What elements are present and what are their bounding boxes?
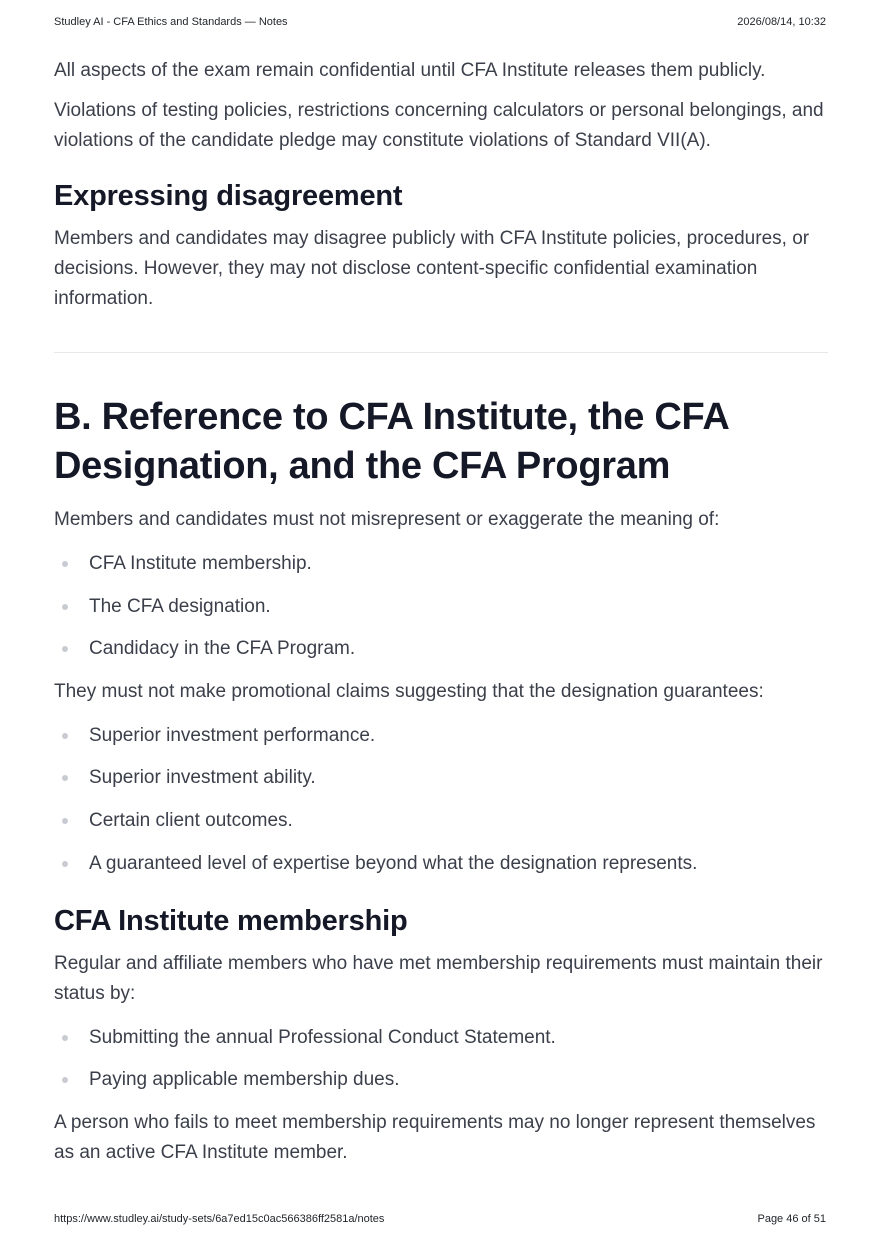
print-timestamp: 2026/08/14, 10:32 bbox=[737, 16, 826, 28]
page-number: Page 46 of 51 bbox=[757, 1213, 826, 1225]
bullet-icon bbox=[62, 1035, 68, 1041]
list-item: Superior investment performance. bbox=[54, 721, 828, 751]
list-item: The CFA designation. bbox=[54, 592, 828, 622]
list-item: Paying applicable membership dues. bbox=[54, 1065, 828, 1095]
list-misrepresent bbox=[54, 549, 828, 664]
list-membership-requirements bbox=[54, 1023, 828, 1096]
paragraph-membership-status: Regular and affiliate members who have met membership requirements must maintain their status by: bbox=[54, 952, 823, 1004]
paragraph-exam-confidential: All aspects of the exam remain confidential until CFA Institute releases them publicly. bbox=[54, 60, 766, 81]
print-footer bbox=[54, 1213, 826, 1225]
list-item: Candidacy in the CFA Program. bbox=[54, 634, 828, 664]
bullet-icon bbox=[62, 1077, 68, 1083]
bullet-icon bbox=[62, 604, 68, 610]
list-item: Certain client outcomes. bbox=[54, 806, 828, 836]
paragraph-testing-violations: Violations of testing policies, restrictions concerning calculators or personal belongings, and violations of the candidate pledge may constitute violations of Standard VII(A). bbox=[54, 100, 824, 151]
list-item: Superior investment ability. bbox=[54, 763, 828, 793]
list-item: Submitting the annual Professional Conduct Statement. bbox=[54, 1023, 828, 1053]
heading-cfa-membership: CFA Institute membership bbox=[54, 904, 408, 937]
list-item: CFA Institute membership. bbox=[54, 549, 828, 579]
print-header bbox=[54, 16, 826, 28]
section-divider bbox=[54, 352, 828, 353]
page-url: https://www.studley.ai/study-sets/6a7ed15c0ac566386ff2581a/notes bbox=[54, 1213, 385, 1225]
paragraph-disagreement: Members and candidates may disagree publicly with CFA Institute policies, procedures, or decisions. However, they may not disclose content-specific confidential examination information. bbox=[54, 228, 810, 309]
heading-expressing-disagreement: Expressing disagreement bbox=[54, 180, 403, 212]
paragraph-promotional-claims: They must not make promotional claims suggesting that the designation guarantees: bbox=[54, 680, 764, 702]
paragraph-misrepresent-intro: Members and candidates must not misrepresent or exaggerate the meaning of: bbox=[54, 509, 720, 530]
bullet-icon bbox=[62, 733, 68, 739]
bullet-icon bbox=[62, 646, 68, 652]
bullet-icon bbox=[62, 818, 68, 824]
paragraph-membership-failure: A person who fails to meet membership requirements may no longer represent themselves as an active CFA Institute member. bbox=[54, 1111, 816, 1163]
list-guarantees bbox=[54, 721, 828, 879]
list-item: A guaranteed level of expertise beyond what the designation represents. bbox=[54, 849, 828, 879]
section-b-title: B. Reference to CFA Institute, the CFA Designation, and the CFA Program bbox=[54, 396, 729, 487]
notes-content bbox=[54, 56, 828, 1168]
bullet-icon bbox=[62, 775, 68, 781]
document-title: Studley AI - CFA Ethics and Standards — Notes bbox=[54, 16, 288, 28]
bullet-icon bbox=[62, 561, 68, 567]
bullet-icon bbox=[62, 861, 68, 867]
